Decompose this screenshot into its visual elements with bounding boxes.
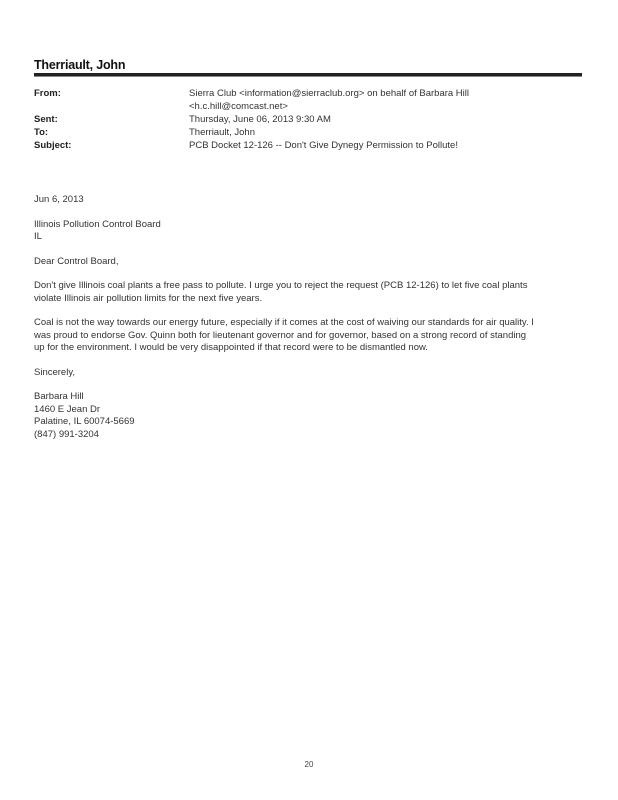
signature-name: Barbara Hill	[34, 391, 84, 402]
signature-street: 1460 E Jean Dr	[34, 403, 101, 415]
from-label: From:	[34, 88, 61, 99]
para2-line2: was proud to endorse Gov. Quinn both for lieutenant governor and for governor, based on a strong record of standing	[34, 329, 527, 341]
closing: Sincerely,	[34, 366, 76, 378]
para2-line3: up for the environment. I would be very disappointed if that record were to be dismantled now.	[34, 342, 428, 353]
salutation: Dear Control Board,	[34, 255, 119, 267]
recipient-line1: Illinois Pollution Control Board	[34, 218, 161, 230]
para2-line1: Coal is not the way towards our energy future, especially if it comes at the cost of waiving our standards for air quality. I	[34, 317, 534, 328]
para1-line2: violate Illinois air pollution limits for the next five years.	[34, 292, 263, 304]
sent-value: Thursday, June 06, 2013 9:30 AM	[189, 114, 331, 125]
para1-line1: Don't give Illinois coal plants a free pass to pollute. I urge you to reject the request (PCB 12-126) to let five coal plants	[34, 280, 528, 291]
to-value: Therriault, John	[189, 127, 256, 138]
page-number: 20	[304, 760, 314, 769]
to-label: To:	[34, 127, 49, 138]
subject-row	[34, 139, 594, 152]
from-value-line2: <h.c.hill@comcast.net>	[189, 101, 288, 112]
subject-value: PCB Docket 12-126 -- Don't Give Dynegy Permission to Pollute!	[189, 140, 458, 151]
signature-city: Palatine, IL 60074-5669	[34, 416, 135, 427]
recipient-address	[34, 219, 582, 244]
subject-label: Subject:	[34, 140, 72, 151]
from-row	[34, 87, 594, 113]
signature-block	[34, 391, 582, 441]
from-value-line1: Sierra Club <information@sierraclub.org> on behalf of Barbara Hill	[189, 88, 470, 99]
recipient-line2: IL	[34, 231, 42, 242]
email-body	[34, 194, 582, 453]
email-headers	[34, 87, 594, 152]
paragraph-1	[34, 280, 582, 305]
sent-label: Sent:	[34, 114, 58, 125]
from-value	[189, 87, 594, 113]
sent-row	[34, 113, 594, 126]
paragraph-2	[34, 317, 582, 355]
letter-date: Jun 6, 2013	[34, 194, 84, 205]
to-row	[34, 126, 594, 139]
signature-phone: (847) 991-3204	[34, 428, 99, 440]
sender-name: Therriault, John	[34, 58, 126, 72]
header-divider	[34, 73, 582, 77]
